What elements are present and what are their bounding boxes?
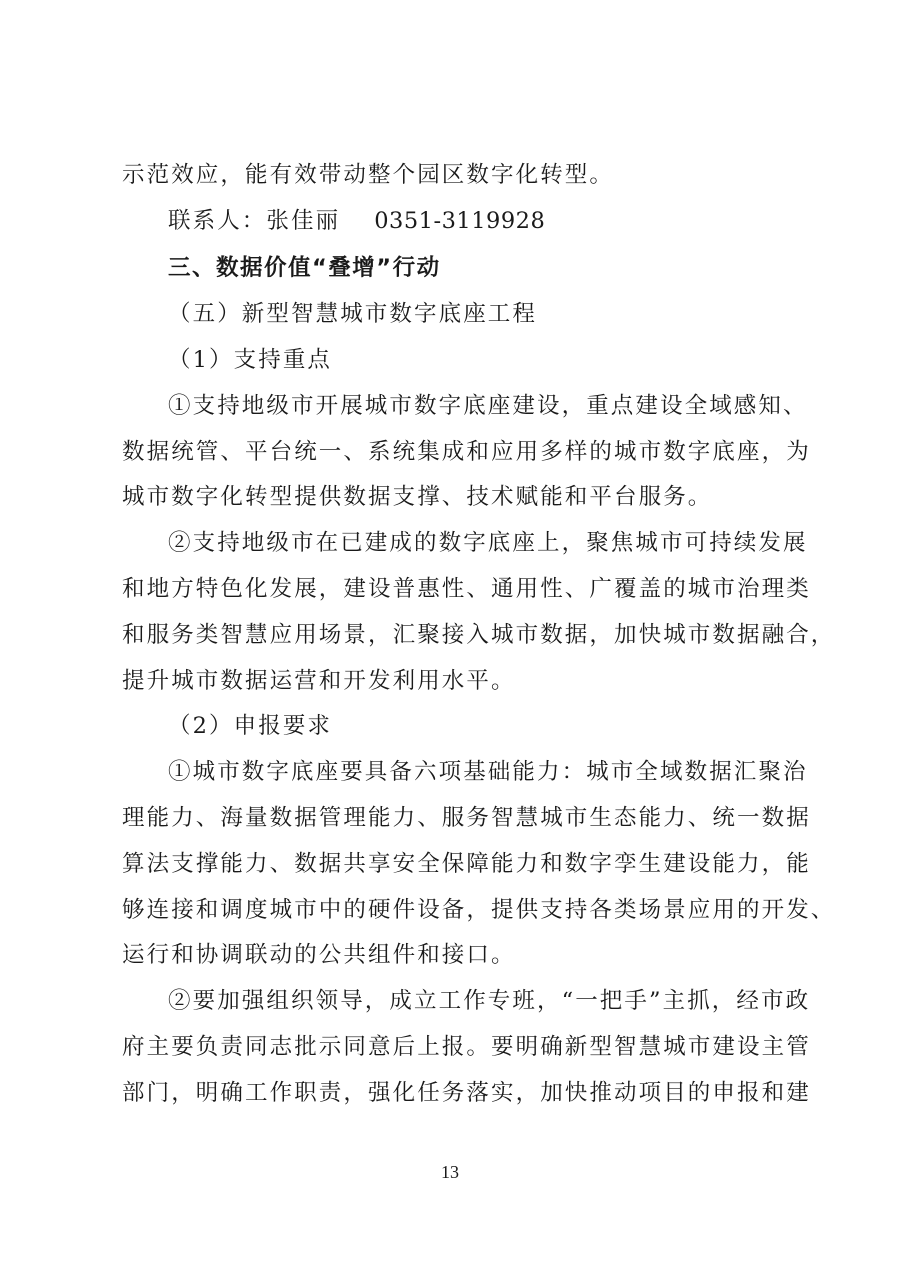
subsection-heading: （五）新型智慧城市数字底座工程	[168, 301, 538, 327]
paragraph-line: 够连接和调度城市中的硬件设备，提供支持各类场景应用的开发、	[122, 897, 836, 923]
paragraph-line: 示范效应，能有效带动整个园区数字化转型。	[122, 162, 615, 188]
page-number: 13	[441, 1162, 459, 1182]
item-heading: （1）支持重点	[168, 347, 333, 373]
paragraph-line: 理能力、海量数据管理能力、服务智慧城市生态能力、统一数据	[122, 805, 811, 831]
item-heading: （2）申报要求	[168, 713, 333, 739]
contact-label: 联系人：张佳丽	[168, 208, 341, 234]
paragraph-line: 城市数字化转型提供数据支撑、技术赋能和平台服务。	[122, 484, 713, 510]
paragraph-line: 提升城市数据运营和开发利用水平。	[122, 668, 516, 694]
paragraph-line: 府主要负责同志批示同意后上报。要明确新型智慧城市建设主管	[122, 1034, 811, 1060]
paragraph-line: 和服务类智慧应用场景，汇聚接入城市数据，加快城市数据融合，	[122, 622, 836, 648]
contact-line	[168, 206, 802, 236]
paragraph-line: 数据统管、平台统一、系统集成和应用多样的城市数字底座，为	[122, 439, 811, 465]
paragraph-line: 运行和协调联动的公共组件和接口。	[122, 942, 516, 968]
paragraph-line: 和地方特色化发展，建设普惠性、通用性、广覆盖的城市治理类	[122, 576, 811, 602]
paragraph-line: ①城市数字底座要具备六项基础能力：城市全域数据汇聚治	[168, 759, 808, 785]
paragraph-line: 算法支撑能力、数据共享安全保障能力和数字孪生建设能力，能	[122, 851, 811, 877]
contact-phone: 0351-3119928	[374, 208, 546, 234]
paragraph-line: ②要加强组织领导，成立工作专班，“一把手”主抓，经市政	[168, 988, 811, 1014]
paragraph-line: ②支持地级市在已建成的数字底座上，聚焦城市可持续发展	[168, 530, 808, 556]
paragraph-line: ①支持地级市开展城市数字底座建设，重点建设全域感知、	[168, 393, 808, 419]
paragraph-line: 部门，明确工作职责，强化任务落实，加快推动项目的申报和建	[122, 1080, 811, 1106]
section-heading: 三、数据价值“叠增”行动	[168, 255, 441, 281]
